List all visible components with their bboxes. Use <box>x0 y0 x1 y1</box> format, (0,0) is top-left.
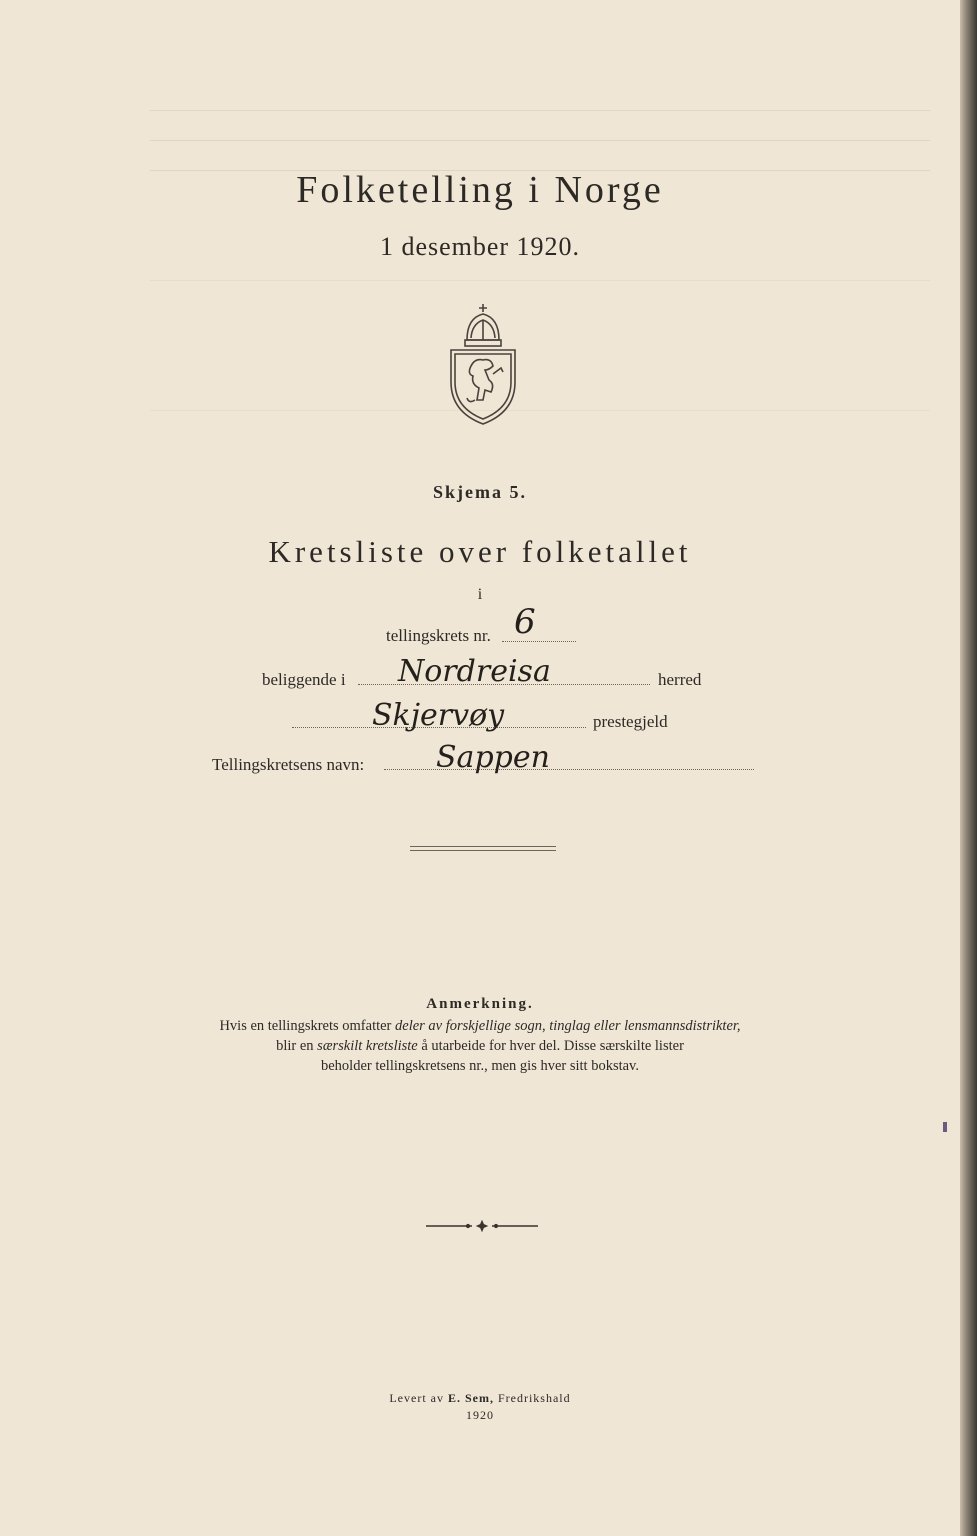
prestegjeld-value: Skjervøy <box>372 698 505 733</box>
ink-mark <box>943 1122 947 1132</box>
norwegian-coat-of-arms-icon <box>445 300 521 428</box>
note-line-1 <box>150 1016 810 1036</box>
navn-value: Sappen <box>436 740 550 775</box>
census-date: 1 desember 1920. <box>379 232 581 261</box>
note-line-1-b: deler av forskjellige sogn, tinglag eller lensmannsdistrikter, <box>395 1018 741 1034</box>
imprint-line-1 <box>0 1390 960 1407</box>
imprint-prefix: Levert av <box>389 1391 448 1405</box>
connector-word: i <box>477 586 483 603</box>
tellingskrets-value: 6 <box>514 602 536 642</box>
note-title: Anmerkning. <box>426 996 534 1012</box>
ornament-divider-icon <box>422 1220 542 1232</box>
divider-rule-top <box>410 846 556 847</box>
note-line-2-a: blir en <box>276 1038 318 1054</box>
tellingskrets-label: tellingskrets nr. <box>386 626 491 645</box>
printer-imprint <box>0 1390 960 1424</box>
bleed-through-texture <box>150 110 930 1350</box>
prestegjeld-label: prestegjeld <box>593 712 668 731</box>
note-line-1-a: Hvis en tellingskrets omfatter <box>219 1018 396 1034</box>
note-line-3: beholder tellingskretsens nr., men gis hver sitt bokstav. <box>320 1058 639 1074</box>
beliggende-label: beliggende i <box>262 670 346 689</box>
beliggende-value: Nordreisa <box>398 654 551 689</box>
form-heading: Kretsliste over folketallet <box>268 534 692 569</box>
schema-number: Skjema 5. <box>433 482 527 502</box>
imprint-year: 1920 <box>466 1408 494 1422</box>
note-line-2 <box>150 1036 810 1056</box>
note-line-2-b: særskilt kretsliste <box>317 1038 418 1054</box>
note-line-2-c: å utarbeide for hver del. Disse særskilte lister <box>417 1038 684 1054</box>
navn-label: Tellingskretsens navn: <box>212 755 365 774</box>
page-edge <box>960 0 977 1536</box>
imprint-place: Fredrikshald <box>493 1391 571 1405</box>
note-text <box>150 1016 810 1076</box>
document-title: Folketelling i Norge <box>296 169 664 211</box>
herred-label: herred <box>658 670 702 689</box>
divider-rule-bottom <box>410 850 556 851</box>
imprint-printer: E. Sem, <box>447 1391 494 1405</box>
